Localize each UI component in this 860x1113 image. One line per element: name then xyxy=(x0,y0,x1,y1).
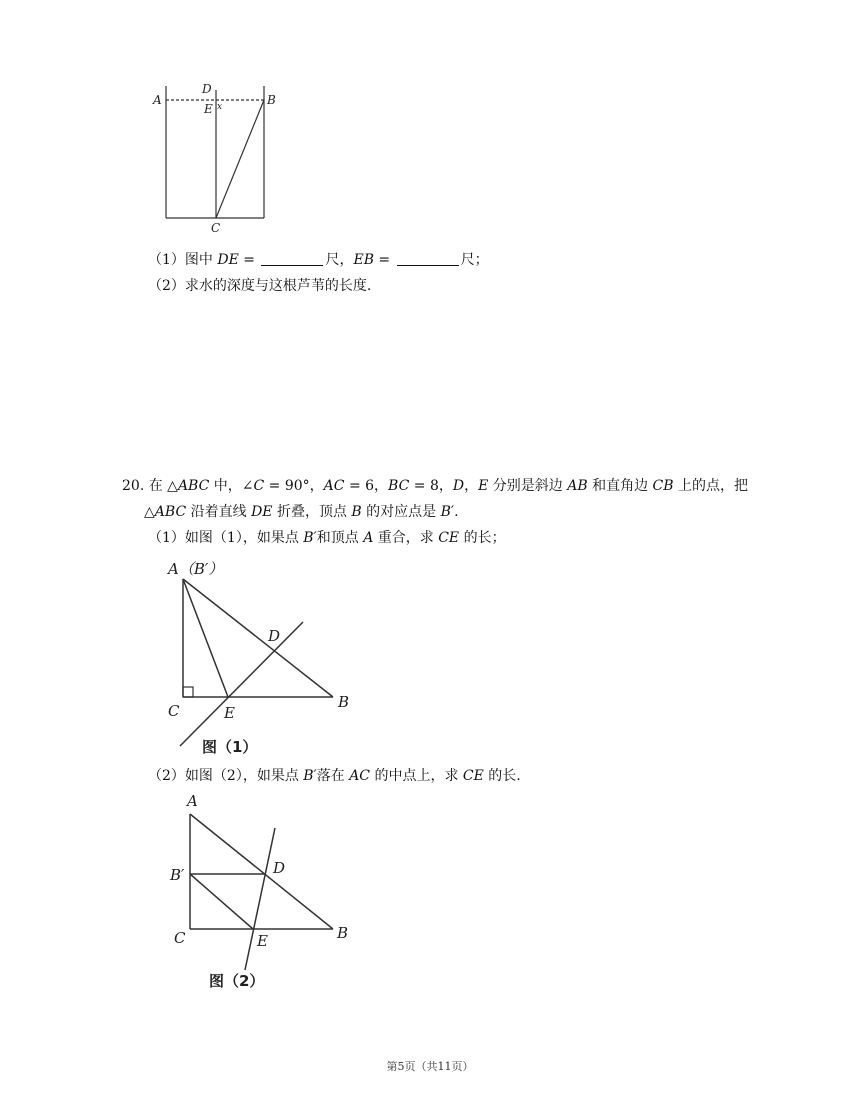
q20-l1-t6: = 6， xyxy=(344,478,389,494)
q20-s2-t1: B′ xyxy=(303,768,317,784)
figure-2-caption: 图（2） xyxy=(209,972,265,990)
right-angle-mark xyxy=(183,687,193,697)
q20-l1-t13: AB xyxy=(567,478,588,494)
q20-sub2 xyxy=(148,766,521,786)
q20-l1-t16: 上的点，把 xyxy=(673,478,748,494)
answer-blank-eb[interactable] xyxy=(397,251,459,266)
label-B: B xyxy=(267,93,276,107)
q20-line1 xyxy=(122,476,748,496)
q20-s1-t0: （1）如图（1），如果点 xyxy=(148,530,304,546)
q20-s1-t4: 重合，求 xyxy=(373,530,439,546)
segment-BprimeE xyxy=(190,874,253,929)
label-E: E xyxy=(224,704,235,722)
q20-l1-t0: 20. 在 △ xyxy=(122,478,178,494)
reed-figure xyxy=(150,78,290,238)
answer-blank-de[interactable] xyxy=(261,251,323,266)
reed-slanted xyxy=(216,100,264,218)
q20-s1-t2: 和顶点 xyxy=(316,530,364,546)
q20-l2-t3: DE xyxy=(251,504,273,520)
q20-l1-t4: = 90°， xyxy=(264,478,324,494)
q20-l2-t2: 沿着直线 xyxy=(186,504,252,520)
q20-l2-t8: . xyxy=(454,504,459,520)
fold-figure-1 xyxy=(160,556,370,756)
label-C: C xyxy=(168,702,180,720)
label-C: C xyxy=(174,929,186,947)
q20-l1-t1: ABC xyxy=(177,478,210,494)
q19-eq1: = xyxy=(238,252,260,268)
page-footer: 第5页（共11页） xyxy=(386,1060,474,1073)
q20-l1-t5: AC xyxy=(323,478,345,494)
q20-l1-t3: C xyxy=(253,478,265,494)
q20-l2-t7: B′ xyxy=(440,504,455,520)
q19-unit2: 尺； xyxy=(460,252,489,268)
q20-l1-t7: BC xyxy=(388,478,410,494)
q19-part1 xyxy=(148,250,489,270)
label-B: B xyxy=(338,693,350,711)
q20-s2-t6: 的长. xyxy=(483,768,521,784)
q20-s1-t1: B′ xyxy=(303,530,317,546)
q20-l1-t2: 中，∠ xyxy=(209,478,254,494)
q20-l2-t4: 折叠，顶点 xyxy=(272,504,352,520)
q20-l2-t0: △ xyxy=(144,504,155,520)
label-A-Bprime: A（B′） xyxy=(168,560,224,578)
q19-part2: （2）求水的深度与这根芦苇的长度. xyxy=(148,278,372,294)
label-Bprime: B′ xyxy=(170,866,185,884)
fold-line-DE xyxy=(180,622,303,746)
q19-part1-prefix: （1）图中 xyxy=(148,252,213,268)
q20-s1-t5: CE xyxy=(438,530,460,546)
label-A: A xyxy=(187,792,198,810)
q20-s2-t5: CE xyxy=(462,768,484,784)
q20-l1-t9: D xyxy=(452,478,465,494)
q20-l2-t6: 的对应点是 xyxy=(361,504,441,520)
label-C: C xyxy=(211,221,221,235)
q19-unit1: 尺， xyxy=(325,252,354,268)
q19-eq2: = xyxy=(373,252,395,268)
q20-s2-t0: （2）如图（2），如果点 xyxy=(148,768,304,784)
segment-AB xyxy=(190,814,333,929)
q20-l1-t14: 和直角边 xyxy=(587,478,653,494)
q20-l1-t12: 分别是斜边 xyxy=(488,478,568,494)
q20-l1-t11: E xyxy=(478,478,489,494)
q19-var-eb: EB xyxy=(353,252,374,268)
q20-s1-t3: A xyxy=(363,530,374,546)
q20-l1-t15: CB xyxy=(652,478,674,494)
q20-s2-t2: 落在 xyxy=(316,768,350,784)
q20-l2-t5: B xyxy=(351,504,362,520)
fold-figure-2 xyxy=(165,790,365,995)
q20-l1-t8: = 8， xyxy=(409,478,453,494)
q20-s2-t4: 的中点上，求 xyxy=(370,768,463,784)
label-x: x xyxy=(217,102,223,112)
q19-var-de: DE xyxy=(217,252,239,268)
label-E: E xyxy=(204,102,213,116)
q20-l2-t1: ABC xyxy=(154,504,187,520)
figure-1-caption: 图（1） xyxy=(202,738,258,756)
label-B: B xyxy=(337,924,349,942)
label-E: E xyxy=(257,932,268,950)
q20-s1-t6: 的长； xyxy=(459,530,506,546)
q20-line2 xyxy=(144,502,459,522)
q20-l1-t10: ， xyxy=(464,478,479,494)
label-D: D xyxy=(273,859,286,877)
q20-sub1 xyxy=(148,528,506,548)
label-A: A xyxy=(153,93,162,107)
label-D: D xyxy=(202,82,212,96)
q20-s2-t3: AC xyxy=(349,768,371,784)
label-D: D xyxy=(268,627,281,645)
